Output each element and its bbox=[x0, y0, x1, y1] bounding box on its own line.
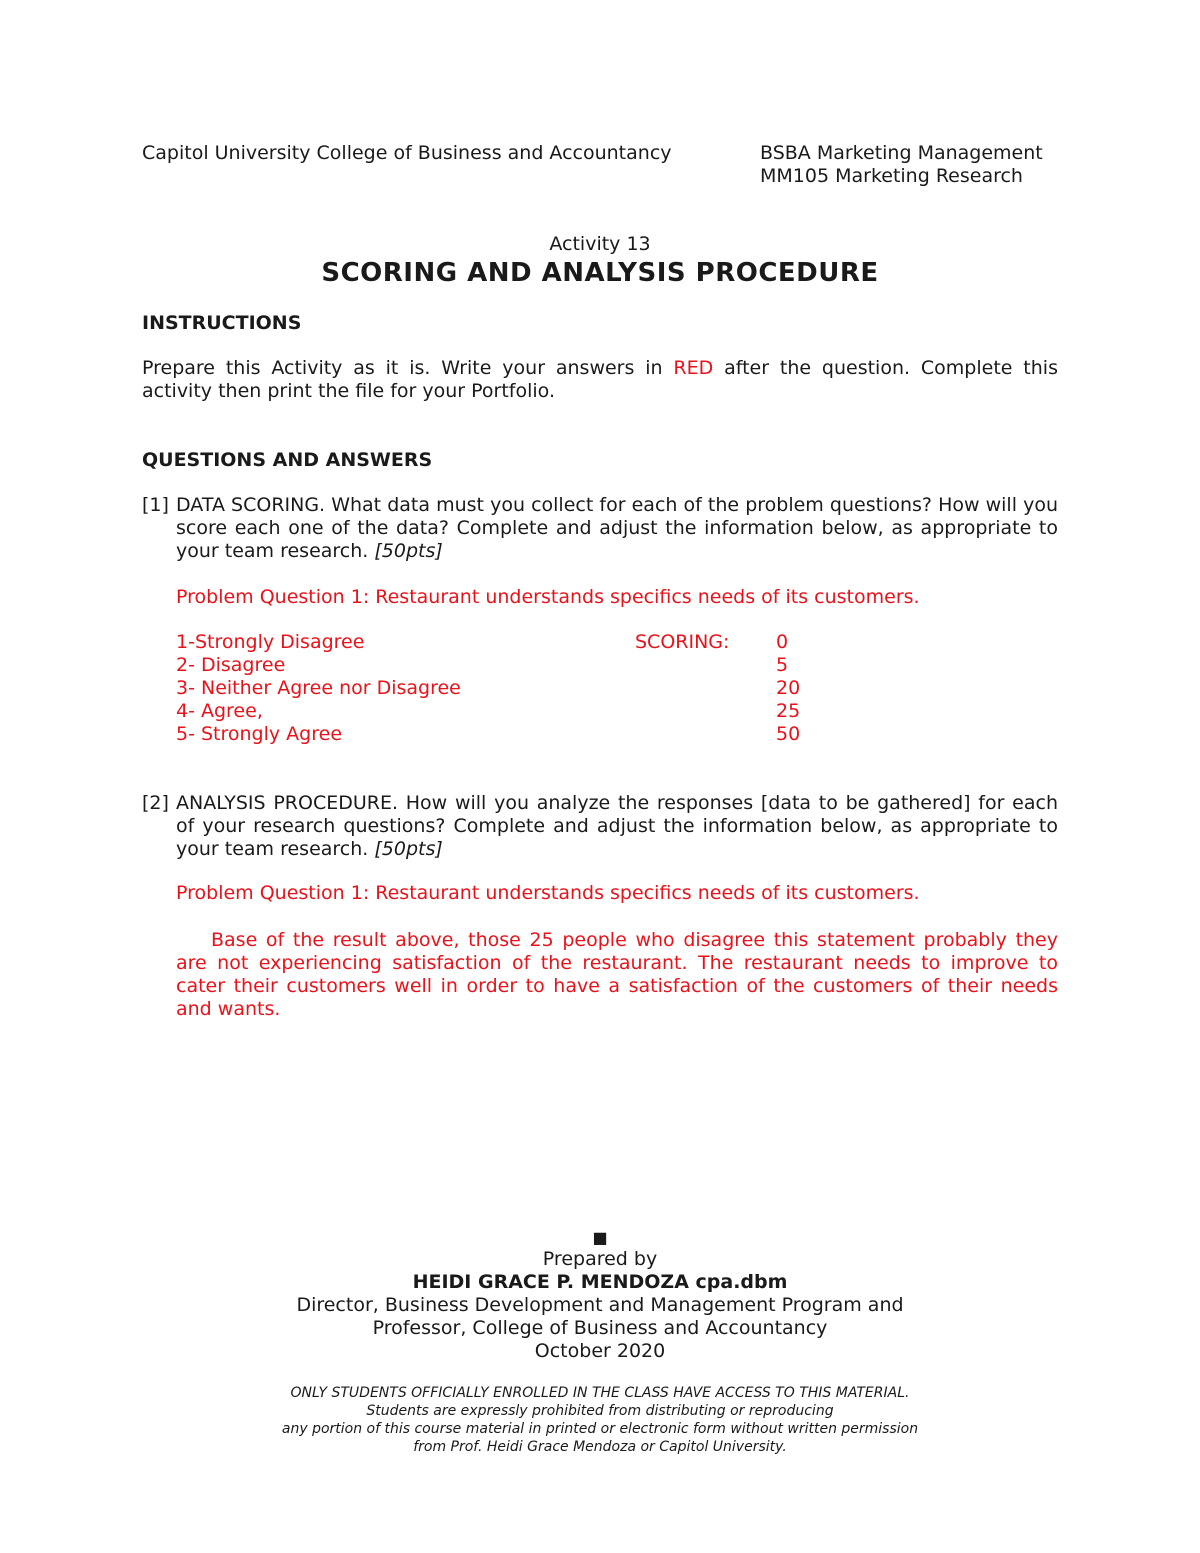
scale-row: 1-Strongly Disagree bbox=[176, 631, 365, 653]
bullet-icon: ■ bbox=[592, 1228, 608, 1247]
question-1 bbox=[142, 494, 1058, 563]
scale-score: 20 bbox=[776, 677, 801, 699]
q2-answer: Base of the result above, those 25 people who disagree this statement probably they are not experiencing satisfaction of the restaurant. The restaurant needs to improve to cater their customers well in order to have a satisfaction of the customers of their needs and wants. bbox=[176, 929, 1058, 1020]
author-role-1: Director, Business Development and Management Program and bbox=[296, 1294, 904, 1316]
question-2 bbox=[142, 792, 1058, 861]
notice-line: Students are expressly prohibited from distributing or reproducing bbox=[366, 1403, 834, 1419]
program-name: BSBA Marketing Management bbox=[760, 142, 1043, 164]
scale-row: 4- Agree, bbox=[176, 700, 263, 722]
course-name: MM105 Marketing Research bbox=[760, 165, 1023, 187]
notice-line: any portion of this course material in printed or electronic form without written permission bbox=[281, 1421, 919, 1437]
question-text: DATA SCORING. What data must you collect for each of the problem questions? How will you score each one of the data? Complete and adjust the information below, as appropriate to your team research. bbox=[176, 494, 1058, 562]
scale-row: 3- Neither Agree nor Disagree bbox=[176, 677, 461, 699]
scale-score: 50 bbox=[776, 723, 801, 745]
prepared-by: Prepared by bbox=[542, 1248, 658, 1270]
scale-score: 0 bbox=[776, 631, 789, 653]
author-name: HEIDI GRACE P. MENDOZA cpa.dbm bbox=[412, 1271, 788, 1293]
points-label: [50pts] bbox=[374, 838, 443, 860]
author-role-2: Professor, College of Business and Accountancy bbox=[372, 1317, 828, 1339]
notice-line: ONLY STUDENTS OFFICIALLY ENROLLED IN THE CLASS HAVE ACCESS TO THIS MATERIAL. bbox=[290, 1385, 910, 1401]
question-number: [2] bbox=[142, 792, 169, 814]
question-number: [1] bbox=[142, 494, 169, 516]
instructions-text: Prepare this Activity as it is. Write your answers in RED after the question. Complete this activity then print the file for your Portfolio. bbox=[142, 357, 1058, 402]
institution-name: Capitol University College of Business and Accountancy bbox=[142, 142, 672, 164]
question-text: ANALYSIS PROCEDURE. How will you analyze the responses [data to be gathered] for each of your research questions? Complete and adjust the information below, as appropriate to your team research. bbox=[176, 792, 1058, 860]
q1-problem-question: Problem Question 1: Restaurant understands specifics needs of its customers. bbox=[176, 586, 920, 608]
qa-heading: QUESTIONS AND ANSWERS bbox=[142, 449, 433, 471]
points-label: [50pts] bbox=[374, 540, 443, 562]
scale-row: 5- Strongly Agree bbox=[176, 723, 343, 745]
scale-score: 25 bbox=[776, 700, 801, 722]
instructions-heading: INSTRUCTIONS bbox=[142, 312, 302, 334]
scoring-label: SCORING: bbox=[635, 631, 730, 653]
q2-problem-question: Problem Question 1: Restaurant understands specifics needs of its customers. bbox=[176, 882, 920, 904]
red-highlight: RED bbox=[673, 357, 714, 379]
notice-line: from Prof. Heidi Grace Mendoza or Capitol University. bbox=[413, 1439, 787, 1455]
date: October 2020 bbox=[534, 1340, 666, 1362]
page-title: SCORING AND ANALYSIS PROCEDURE bbox=[321, 258, 879, 288]
scale-row: 2- Disagree bbox=[176, 654, 286, 676]
scale-score: 5 bbox=[776, 654, 789, 676]
activity-number: Activity 13 bbox=[549, 233, 651, 255]
